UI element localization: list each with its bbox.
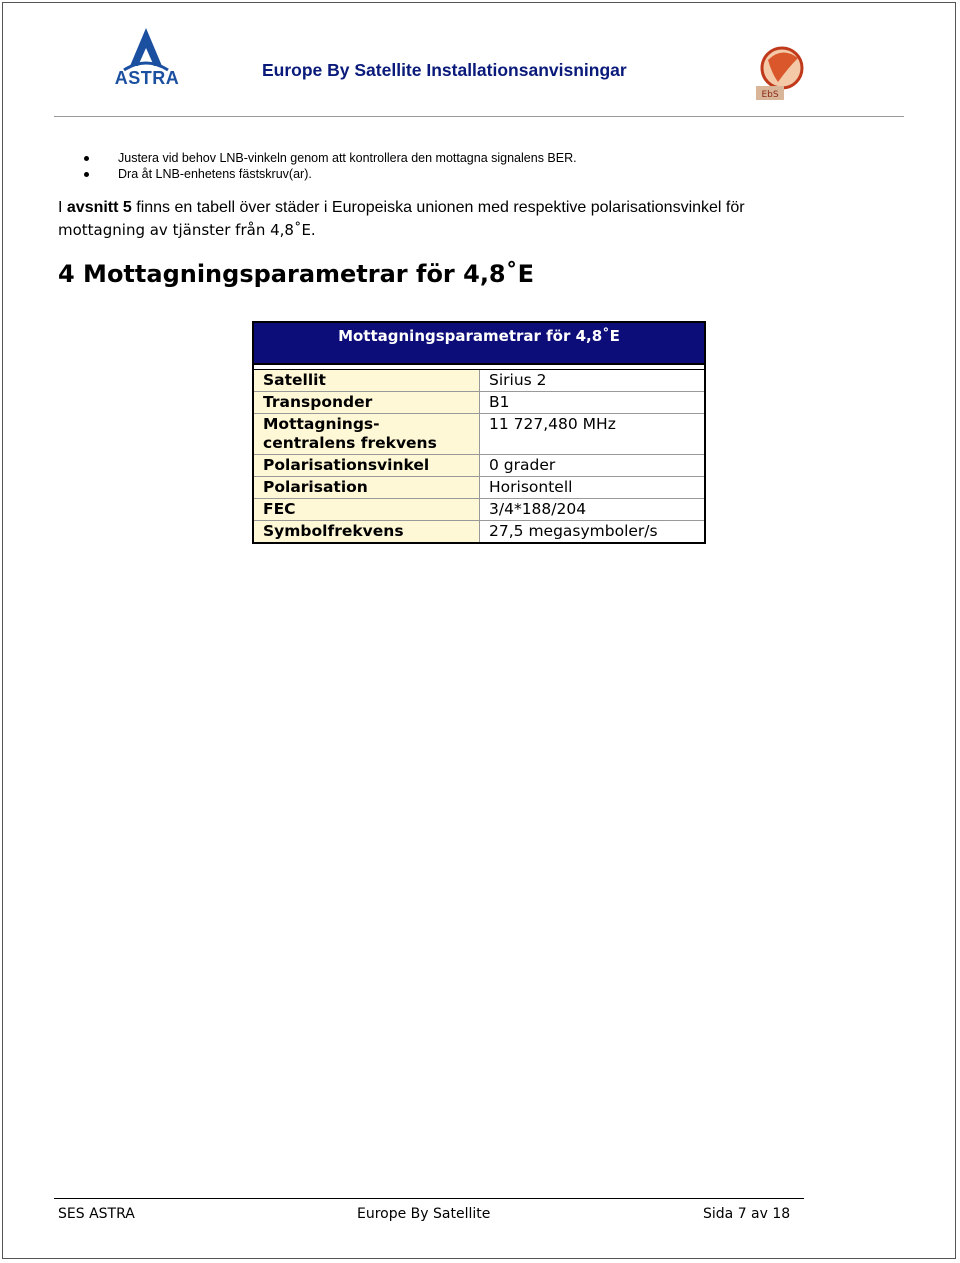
row-value: 3/4*188/204 xyxy=(489,500,587,518)
header-divider xyxy=(54,116,904,117)
footer-center: Europe By Satellite xyxy=(357,1206,491,1222)
section-heading: 4 Mottagningsparametrar för 4,8˚E xyxy=(58,260,535,288)
astra-logo-text: ASTRA xyxy=(114,68,180,88)
row-label: Mottagnings- centralens frekvens xyxy=(254,414,480,454)
table-row xyxy=(254,477,704,499)
table-row xyxy=(254,370,704,392)
paragraph-text: finns en tabell över städer i Europeiska unionen med respektive polarisationsvinkel för xyxy=(131,199,745,216)
row-value: 11 727,480 MHz xyxy=(489,415,616,433)
row-value: 27,5 megasymboler/s xyxy=(489,522,658,540)
footer-left: SES ASTRA xyxy=(58,1206,135,1222)
bullet-icon xyxy=(84,172,89,177)
intro-paragraph xyxy=(58,197,918,242)
ebs-logo-icon xyxy=(748,38,814,104)
row-label: Polarisationsvinkel xyxy=(254,455,480,476)
row-value: 0 grader xyxy=(489,456,556,474)
page-number: Sida 7 av 18 xyxy=(703,1206,791,1222)
row-value: Horisontell xyxy=(489,478,573,496)
bullet-text: Justera vid behov LNB-vinkeln genom att kontrollera den mottagna signalens BER. xyxy=(118,151,577,165)
paragraph-line2: mottagning av tjänster från 4,8˚E. xyxy=(58,221,316,239)
bullet-text: Dra åt LNB-enhetens fästskruv(ar). xyxy=(118,167,312,181)
table-row xyxy=(254,392,704,414)
row-label: Symbolfrekvens xyxy=(254,521,480,542)
parameters-table xyxy=(252,321,706,544)
paragraph-prefix: I xyxy=(58,199,67,216)
table-row xyxy=(254,499,704,521)
bullet-icon xyxy=(84,156,89,161)
page-border xyxy=(2,2,956,1259)
row-label: Polarisation xyxy=(254,477,480,498)
table-title: Mottagningsparametrar för 4,8˚E xyxy=(254,323,704,365)
row-value: Sirius 2 xyxy=(489,371,547,389)
list-item xyxy=(84,150,577,166)
table-row xyxy=(254,414,704,455)
row-label: Transponder xyxy=(254,392,480,413)
row-label: Satellit xyxy=(254,370,480,391)
header-title: Europe By Satellite Installationsanvisningar xyxy=(262,60,627,80)
row-value: B1 xyxy=(489,393,510,411)
row-label: FEC xyxy=(254,499,480,520)
list-item xyxy=(84,166,577,182)
bullet-list xyxy=(84,150,577,182)
section-reference: avsnitt 5 xyxy=(66,199,132,216)
footer-divider xyxy=(54,1198,804,1199)
table-row xyxy=(254,455,704,477)
ebs-logo-text: EbS xyxy=(761,90,779,100)
table-row xyxy=(254,521,704,542)
